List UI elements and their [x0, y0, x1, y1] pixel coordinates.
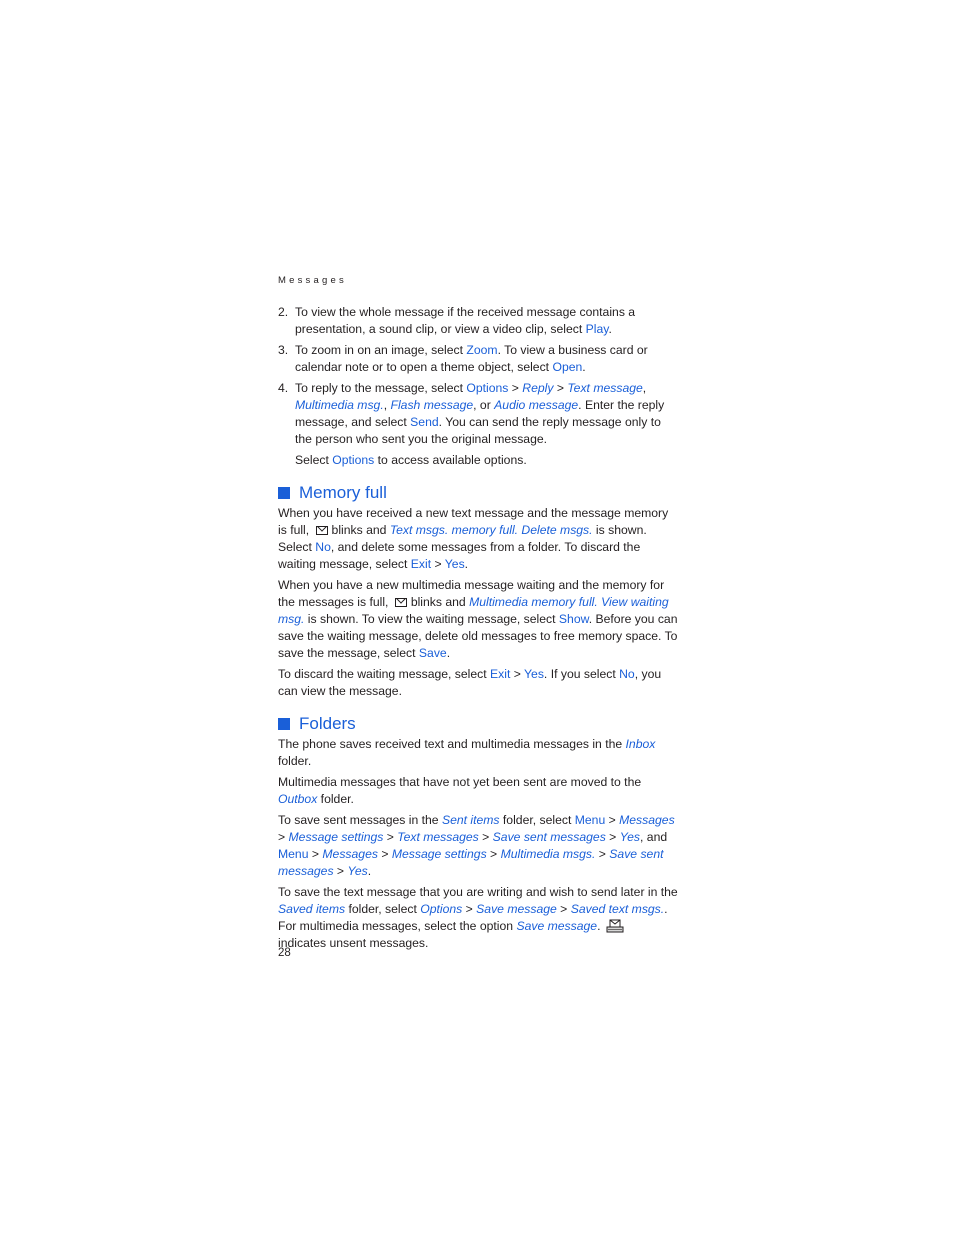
text: . Enter the reply message, and select: [295, 398, 665, 429]
text: . For multimedia messages, select the option: [278, 902, 668, 933]
separator: , or: [473, 398, 495, 412]
key-exit: Exit: [490, 667, 511, 681]
menu-save-message: Save message: [516, 919, 598, 933]
folder-sent-items: Sent items: [441, 813, 500, 827]
separator: ,: [642, 381, 647, 395]
paragraph: [278, 505, 678, 573]
menu-reply: Reply: [522, 381, 554, 395]
text: folder.: [317, 792, 354, 806]
list-item: [278, 380, 678, 448]
separator: >: [556, 902, 571, 916]
menu-message-settings: Message settings: [391, 847, 487, 861]
text: To save the text message that you are writing and wish to send later in the: [278, 885, 678, 899]
paragraph: [278, 577, 678, 662]
menu-options: Options: [420, 902, 463, 916]
separator: >: [605, 813, 620, 827]
text: .: [597, 919, 601, 933]
key-menu: Menu: [278, 847, 309, 861]
menu-text-messages: Text messages: [397, 830, 479, 844]
text: , and: [640, 830, 668, 844]
text: .: [446, 646, 451, 660]
separator: >: [333, 864, 348, 878]
key-open: Open: [552, 360, 583, 374]
separator: >: [462, 902, 477, 916]
heading-square-icon: [278, 487, 290, 499]
key-yes: Yes: [444, 557, 465, 571]
menu-save-message: Save message: [476, 902, 557, 916]
key-menu: Menu: [574, 813, 606, 827]
text: Multimedia messages that have not yet been sent are moved to the: [278, 775, 642, 789]
key-show: Show: [558, 612, 589, 626]
text: . You can send the reply message only to the person who sent you the original message.: [295, 415, 661, 446]
section-heading-memory-full: [278, 483, 678, 503]
separator: >: [308, 847, 323, 861]
list-item: [278, 304, 678, 338]
key-options: Options: [332, 453, 375, 467]
menu-yes: Yes: [619, 830, 641, 844]
key-zoom: Zoom: [466, 343, 498, 357]
separator: >: [383, 830, 398, 844]
step-number: 3.: [278, 343, 289, 357]
separator: >: [478, 830, 493, 844]
envelope-icon: [316, 526, 328, 535]
paragraph: [278, 736, 678, 770]
key-options: Options: [466, 381, 509, 395]
heading-square-icon: [278, 718, 290, 730]
menu-text-message: Text message: [567, 381, 643, 395]
text: .: [608, 322, 612, 336]
text: .: [367, 864, 372, 878]
key-play: Play: [585, 322, 609, 336]
text: , and delete some messages from a folder. To discard the waiting message, select: [278, 540, 641, 571]
paragraph: [278, 774, 678, 808]
text: is shown. To view the waiting message, select: [304, 612, 559, 626]
running-title: Messages: [278, 275, 347, 286]
text: to access available options.: [374, 453, 527, 467]
step-note: [278, 452, 678, 469]
step-number: 4.: [278, 381, 289, 395]
heading-text: Folders: [299, 714, 356, 733]
separator: >: [510, 667, 525, 681]
menu-multimedia-msg: Multimedia msg.: [295, 398, 384, 412]
page-number: 28: [278, 947, 291, 959]
text: folder.: [278, 754, 312, 768]
text: To zoom in on an image, select: [295, 343, 467, 357]
menu-multimedia-msgs: Multimedia msgs.: [500, 847, 596, 861]
text: To view the whole message if the received message contains a presentation, a sound clip, or view a video clip, select: [295, 305, 636, 336]
key-send: Send: [410, 415, 439, 429]
text: . Before you can save the waiting message, delete old messages to free memory space. To save the message, select: [278, 612, 678, 660]
key-yes: Yes: [524, 667, 544, 681]
text: indicates unsent messages.: [278, 936, 429, 950]
folder-saved-items: Saved items: [278, 902, 346, 916]
section-heading-folders: [278, 714, 678, 734]
text: is shown. Select: [278, 523, 647, 554]
list-item: [278, 342, 678, 376]
key-no: No: [315, 540, 331, 554]
menu-audio-message: Audio message: [494, 398, 579, 412]
text: The phone saves received text and multimedia messages in the: [278, 737, 626, 751]
menu-save-sent-messages: Save sent messages: [492, 830, 606, 844]
menu-flash-message: Flash message: [390, 398, 474, 412]
heading-text: Memory full: [299, 483, 387, 502]
text: folder, select: [345, 902, 421, 916]
display-text: Multimedia memory full. View waiting msg.: [278, 595, 669, 626]
menu-saved-text-msgs: Saved text msgs.: [570, 902, 665, 916]
display-text: Text msgs. memory full. Delete msgs.: [389, 523, 593, 537]
separator: >: [553, 381, 568, 395]
menu-save-sent-messages: Save sent messages: [278, 847, 664, 878]
text: folder, select: [499, 813, 575, 827]
text: .: [464, 557, 469, 571]
text: To save sent messages in the: [278, 813, 442, 827]
menu-message-settings: Message settings: [288, 830, 384, 844]
separator: >: [605, 830, 620, 844]
folder-outbox: Outbox: [278, 792, 318, 806]
text: blinks and: [331, 523, 390, 537]
paragraph: [278, 666, 678, 700]
page-content: [278, 272, 678, 956]
separator: >: [595, 847, 610, 861]
text: To discard the waiting message, select: [278, 667, 491, 681]
separator: >: [278, 830, 289, 844]
key-exit: Exit: [410, 557, 432, 571]
separator: >: [377, 847, 392, 861]
text: , you can view the message.: [278, 667, 662, 698]
envelope-icon: [395, 598, 407, 607]
menu-messages: Messages: [619, 813, 675, 827]
step-list: [278, 304, 678, 448]
folder-inbox: Inbox: [625, 737, 656, 751]
separator: >: [508, 381, 523, 395]
menu-yes: Yes: [347, 864, 368, 878]
key-no: No: [619, 667, 635, 681]
text: Select: [295, 453, 333, 467]
menu-messages: Messages: [322, 847, 378, 861]
separator: >: [431, 557, 445, 571]
paragraph: [278, 884, 678, 952]
key-save: Save: [418, 646, 447, 660]
text: .: [582, 360, 586, 374]
text: When you have a new multimedia message waiting and the memory for the messages is full,: [278, 578, 665, 609]
separator: >: [486, 847, 501, 861]
step-number: 2.: [278, 305, 289, 319]
text: . If you select: [543, 667, 620, 681]
text: When you have received a new text message and the message memory is full,: [278, 506, 669, 537]
paragraph: [278, 812, 678, 880]
text: . To view a business card or calendar note or to open a theme object, select: [295, 343, 648, 374]
separator: ,: [383, 398, 391, 412]
text: To reply to the message, select: [295, 381, 467, 395]
text: blinks and: [410, 595, 470, 609]
outbox-icon: [606, 918, 624, 933]
